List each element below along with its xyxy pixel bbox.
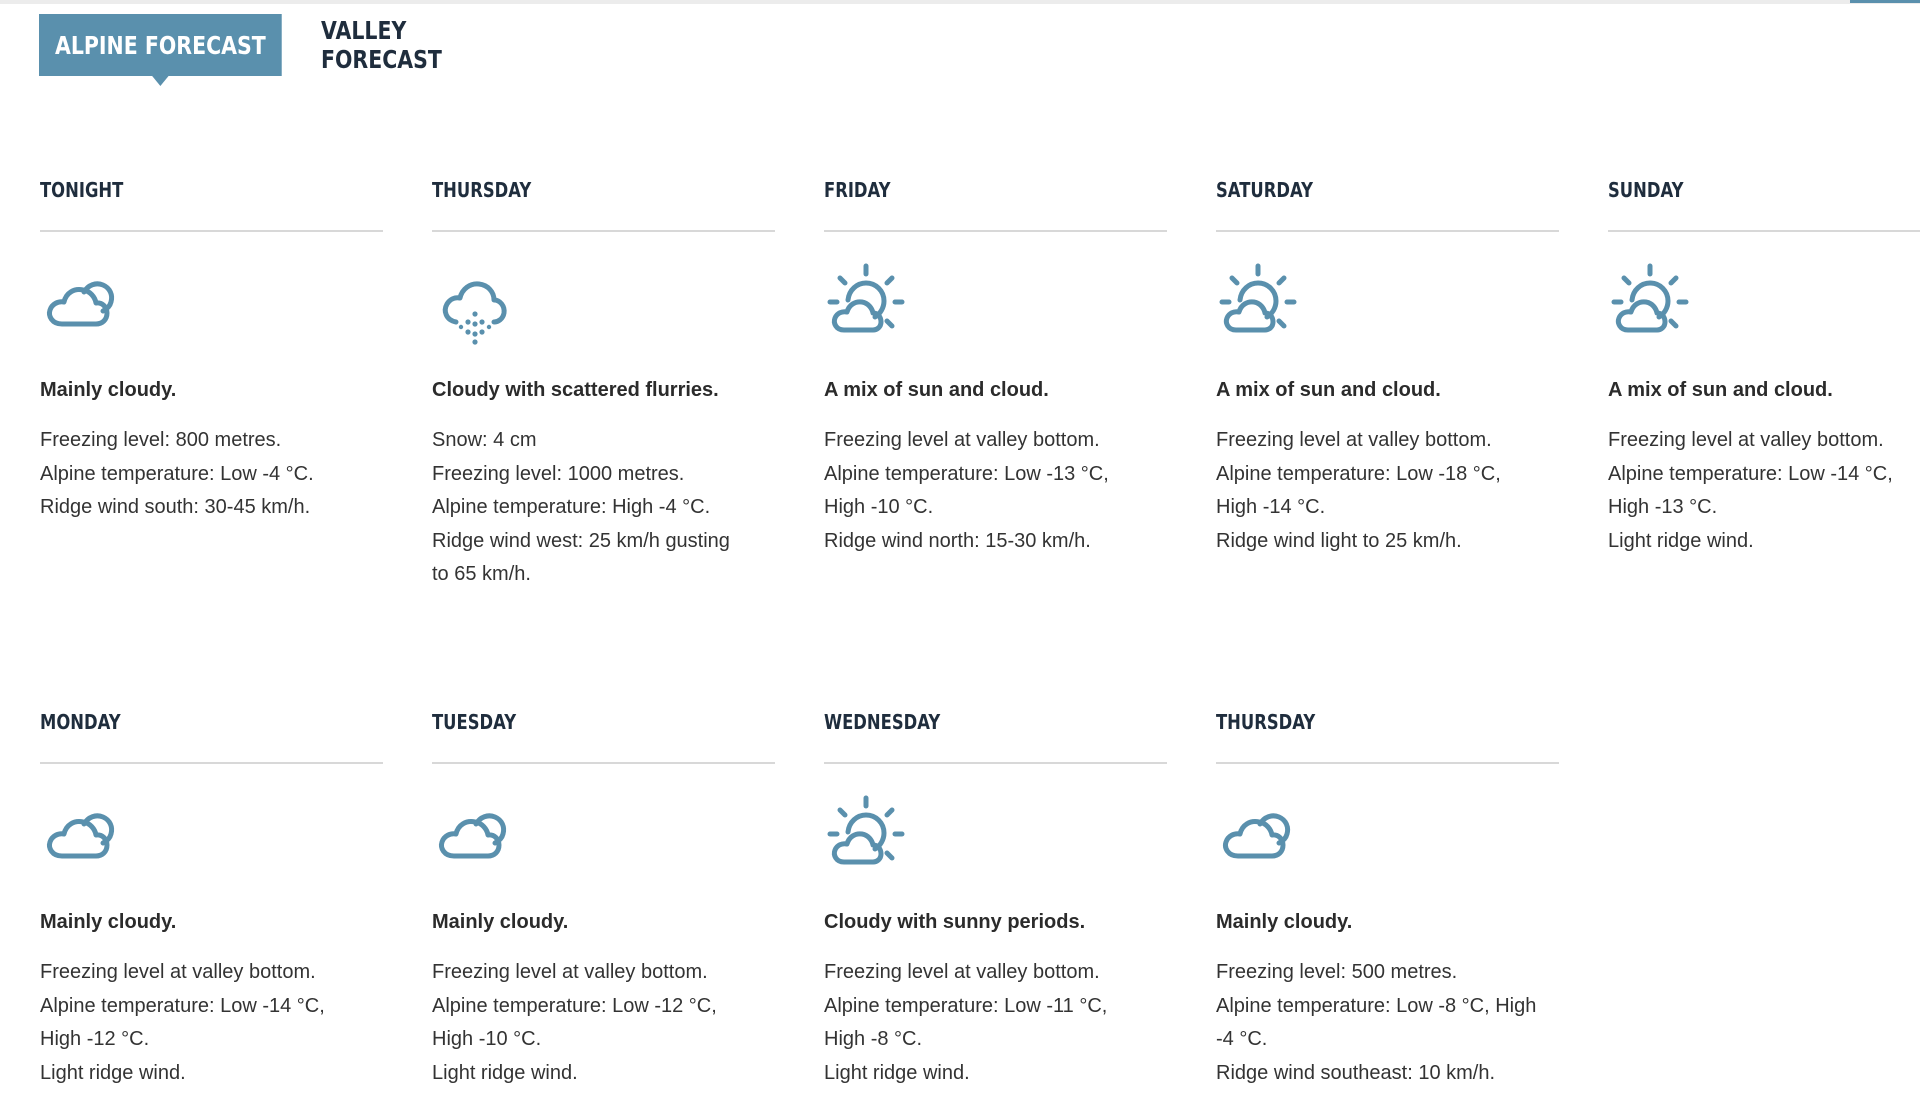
detail-line: Alpine temperature: Low -8 °C, High bbox=[1216, 994, 1537, 1017]
detail-line: Light ridge wind. bbox=[40, 1061, 186, 1084]
detail-line: Freezing level at valley bottom. bbox=[432, 961, 708, 983]
sun-cloud-icon bbox=[824, 794, 924, 894]
forecast-summary: Cloudy with scattered flurries. bbox=[432, 379, 719, 401]
day-name: THURSDAY bbox=[1216, 710, 1316, 734]
detail-line: Ridge wind light to 25 km/h. bbox=[1216, 529, 1462, 552]
forecast-details bbox=[1608, 424, 1920, 558]
day-divider bbox=[432, 762, 775, 764]
forecast-summary: Cloudy with sunny periods. bbox=[824, 911, 1086, 933]
detail-line: Ridge wind west: 25 km/h gusting bbox=[432, 529, 730, 552]
detail-line: Freezing level at valley bottom. bbox=[40, 961, 316, 983]
forecast-details bbox=[824, 956, 1167, 1090]
tab-label: ALPINE FORECAST bbox=[54, 30, 266, 60]
day-name: THURSDAY bbox=[432, 178, 532, 202]
detail-line: Alpine temperature: Low -14 °C, bbox=[1608, 462, 1893, 485]
detail-line: Light ridge wind. bbox=[824, 1061, 970, 1084]
detail-line: Alpine temperature: High -4 °C. bbox=[432, 496, 711, 518]
detail-line: Freezing level: 1000 metres. bbox=[432, 462, 685, 485]
detail-line: High -10 °C. bbox=[824, 496, 934, 518]
forecast-details bbox=[1216, 424, 1559, 558]
sun-cloud-icon bbox=[824, 262, 924, 362]
detail-line: Freezing level: 500 metres. bbox=[1216, 961, 1458, 983]
detail-line: Ridge wind south: 30-45 km/h. bbox=[40, 496, 311, 518]
forecast-day-thursday bbox=[432, 178, 775, 592]
day-name: MONDAY bbox=[40, 710, 121, 734]
forecast-day-thursday-next bbox=[1216, 710, 1559, 1090]
cloud-icon bbox=[40, 262, 140, 362]
snow-flurries-icon bbox=[432, 262, 532, 362]
detail-line: Alpine temperature: Low -18 °C, bbox=[1216, 462, 1501, 485]
sun-cloud-icon bbox=[1216, 262, 1316, 362]
day-name: WEDNESDAY bbox=[824, 710, 941, 734]
tab-alpine-forecast[interactable] bbox=[39, 14, 282, 76]
forecast-summary: A mix of sun and cloud. bbox=[1608, 379, 1833, 401]
sun-cloud-icon bbox=[1608, 262, 1708, 362]
day-divider bbox=[40, 230, 383, 232]
detail-line: Ridge wind north: 15-30 km/h. bbox=[824, 529, 1091, 552]
tab-label: VALLEY FORECAST bbox=[321, 16, 442, 74]
detail-line: High -8 °C. bbox=[824, 1028, 923, 1050]
forecast-day-wednesday bbox=[824, 710, 1167, 1090]
forecast-day-tuesday bbox=[432, 710, 775, 1090]
cloud-icon bbox=[40, 794, 140, 894]
day-divider bbox=[824, 230, 1167, 232]
detail-line: Alpine temperature: Low -12 °C, bbox=[432, 994, 717, 1017]
forecast-tabs bbox=[39, 14, 561, 76]
detail-line: Alpine temperature: Low -13 °C, bbox=[824, 462, 1109, 485]
detail-line: High -10 °C. bbox=[432, 1028, 542, 1050]
day-divider bbox=[1216, 762, 1559, 764]
detail-line: Freezing level at valley bottom. bbox=[824, 429, 1100, 451]
detail-line: Snow: 4 cm bbox=[432, 429, 537, 451]
detail-line: Alpine temperature: Low -14 °C, bbox=[40, 994, 325, 1017]
forecast-details bbox=[1216, 956, 1559, 1090]
detail-line: High -12 °C. bbox=[40, 1028, 150, 1050]
forecast-summary: A mix of sun and cloud. bbox=[1216, 379, 1441, 401]
forecast-day-sunday bbox=[1608, 178, 1920, 558]
forecast-day-monday bbox=[40, 710, 383, 1090]
forecast-details bbox=[40, 956, 383, 1090]
forecast-details bbox=[432, 424, 775, 592]
detail-line: Freezing level at valley bottom. bbox=[1216, 429, 1492, 451]
day-name: TONIGHT bbox=[40, 178, 124, 202]
day-divider bbox=[1608, 230, 1920, 232]
detail-line: Light ridge wind. bbox=[432, 1061, 578, 1084]
forecast-summary: Mainly cloudy. bbox=[1216, 911, 1353, 933]
forecast-details bbox=[432, 956, 775, 1090]
detail-line: Freezing level at valley bottom. bbox=[824, 961, 1100, 983]
tab-valley-forecast[interactable] bbox=[321, 14, 518, 76]
forecast-details bbox=[40, 424, 383, 525]
forecast-day-tonight bbox=[40, 178, 383, 525]
detail-line: Ridge wind southeast: 10 km/h. bbox=[1216, 1061, 1496, 1084]
day-divider bbox=[432, 230, 775, 232]
detail-line: High -14 °C. bbox=[1216, 496, 1326, 518]
forecast-day-friday bbox=[824, 178, 1167, 558]
forecast-summary: A mix of sun and cloud. bbox=[824, 379, 1049, 401]
day-name: TUESDAY bbox=[432, 710, 517, 734]
detail-line: Freezing level: 800 metres. bbox=[40, 429, 282, 451]
day-divider bbox=[824, 762, 1167, 764]
detail-line: Freezing level at valley bottom. bbox=[1608, 429, 1884, 451]
day-name: FRIDAY bbox=[824, 178, 891, 202]
top-border bbox=[0, 0, 1920, 4]
detail-line: Alpine temperature: Low -4 °C. bbox=[40, 462, 314, 485]
cloud-icon bbox=[1216, 794, 1316, 894]
cloud-icon bbox=[432, 794, 532, 894]
day-divider bbox=[40, 762, 383, 764]
forecast-summary: Mainly cloudy. bbox=[40, 911, 177, 933]
top-accent-bar bbox=[1850, 0, 1920, 3]
detail-line: Light ridge wind. bbox=[1608, 529, 1754, 552]
detail-line: High -13 °C. bbox=[1608, 496, 1718, 518]
day-divider bbox=[1216, 230, 1559, 232]
detail-line: to 65 km/h. bbox=[432, 563, 531, 585]
forecast-summary: Mainly cloudy. bbox=[432, 911, 569, 933]
forecast-details bbox=[824, 424, 1167, 558]
detail-line: -4 °C. bbox=[1216, 1028, 1268, 1050]
active-tab-caret bbox=[152, 76, 168, 86]
forecast-day-saturday bbox=[1216, 178, 1559, 558]
day-name: SUNDAY bbox=[1608, 178, 1684, 202]
forecast-summary: Mainly cloudy. bbox=[40, 379, 177, 401]
detail-line: Alpine temperature: Low -11 °C, bbox=[824, 994, 1108, 1017]
day-name: SATURDAY bbox=[1216, 178, 1313, 202]
